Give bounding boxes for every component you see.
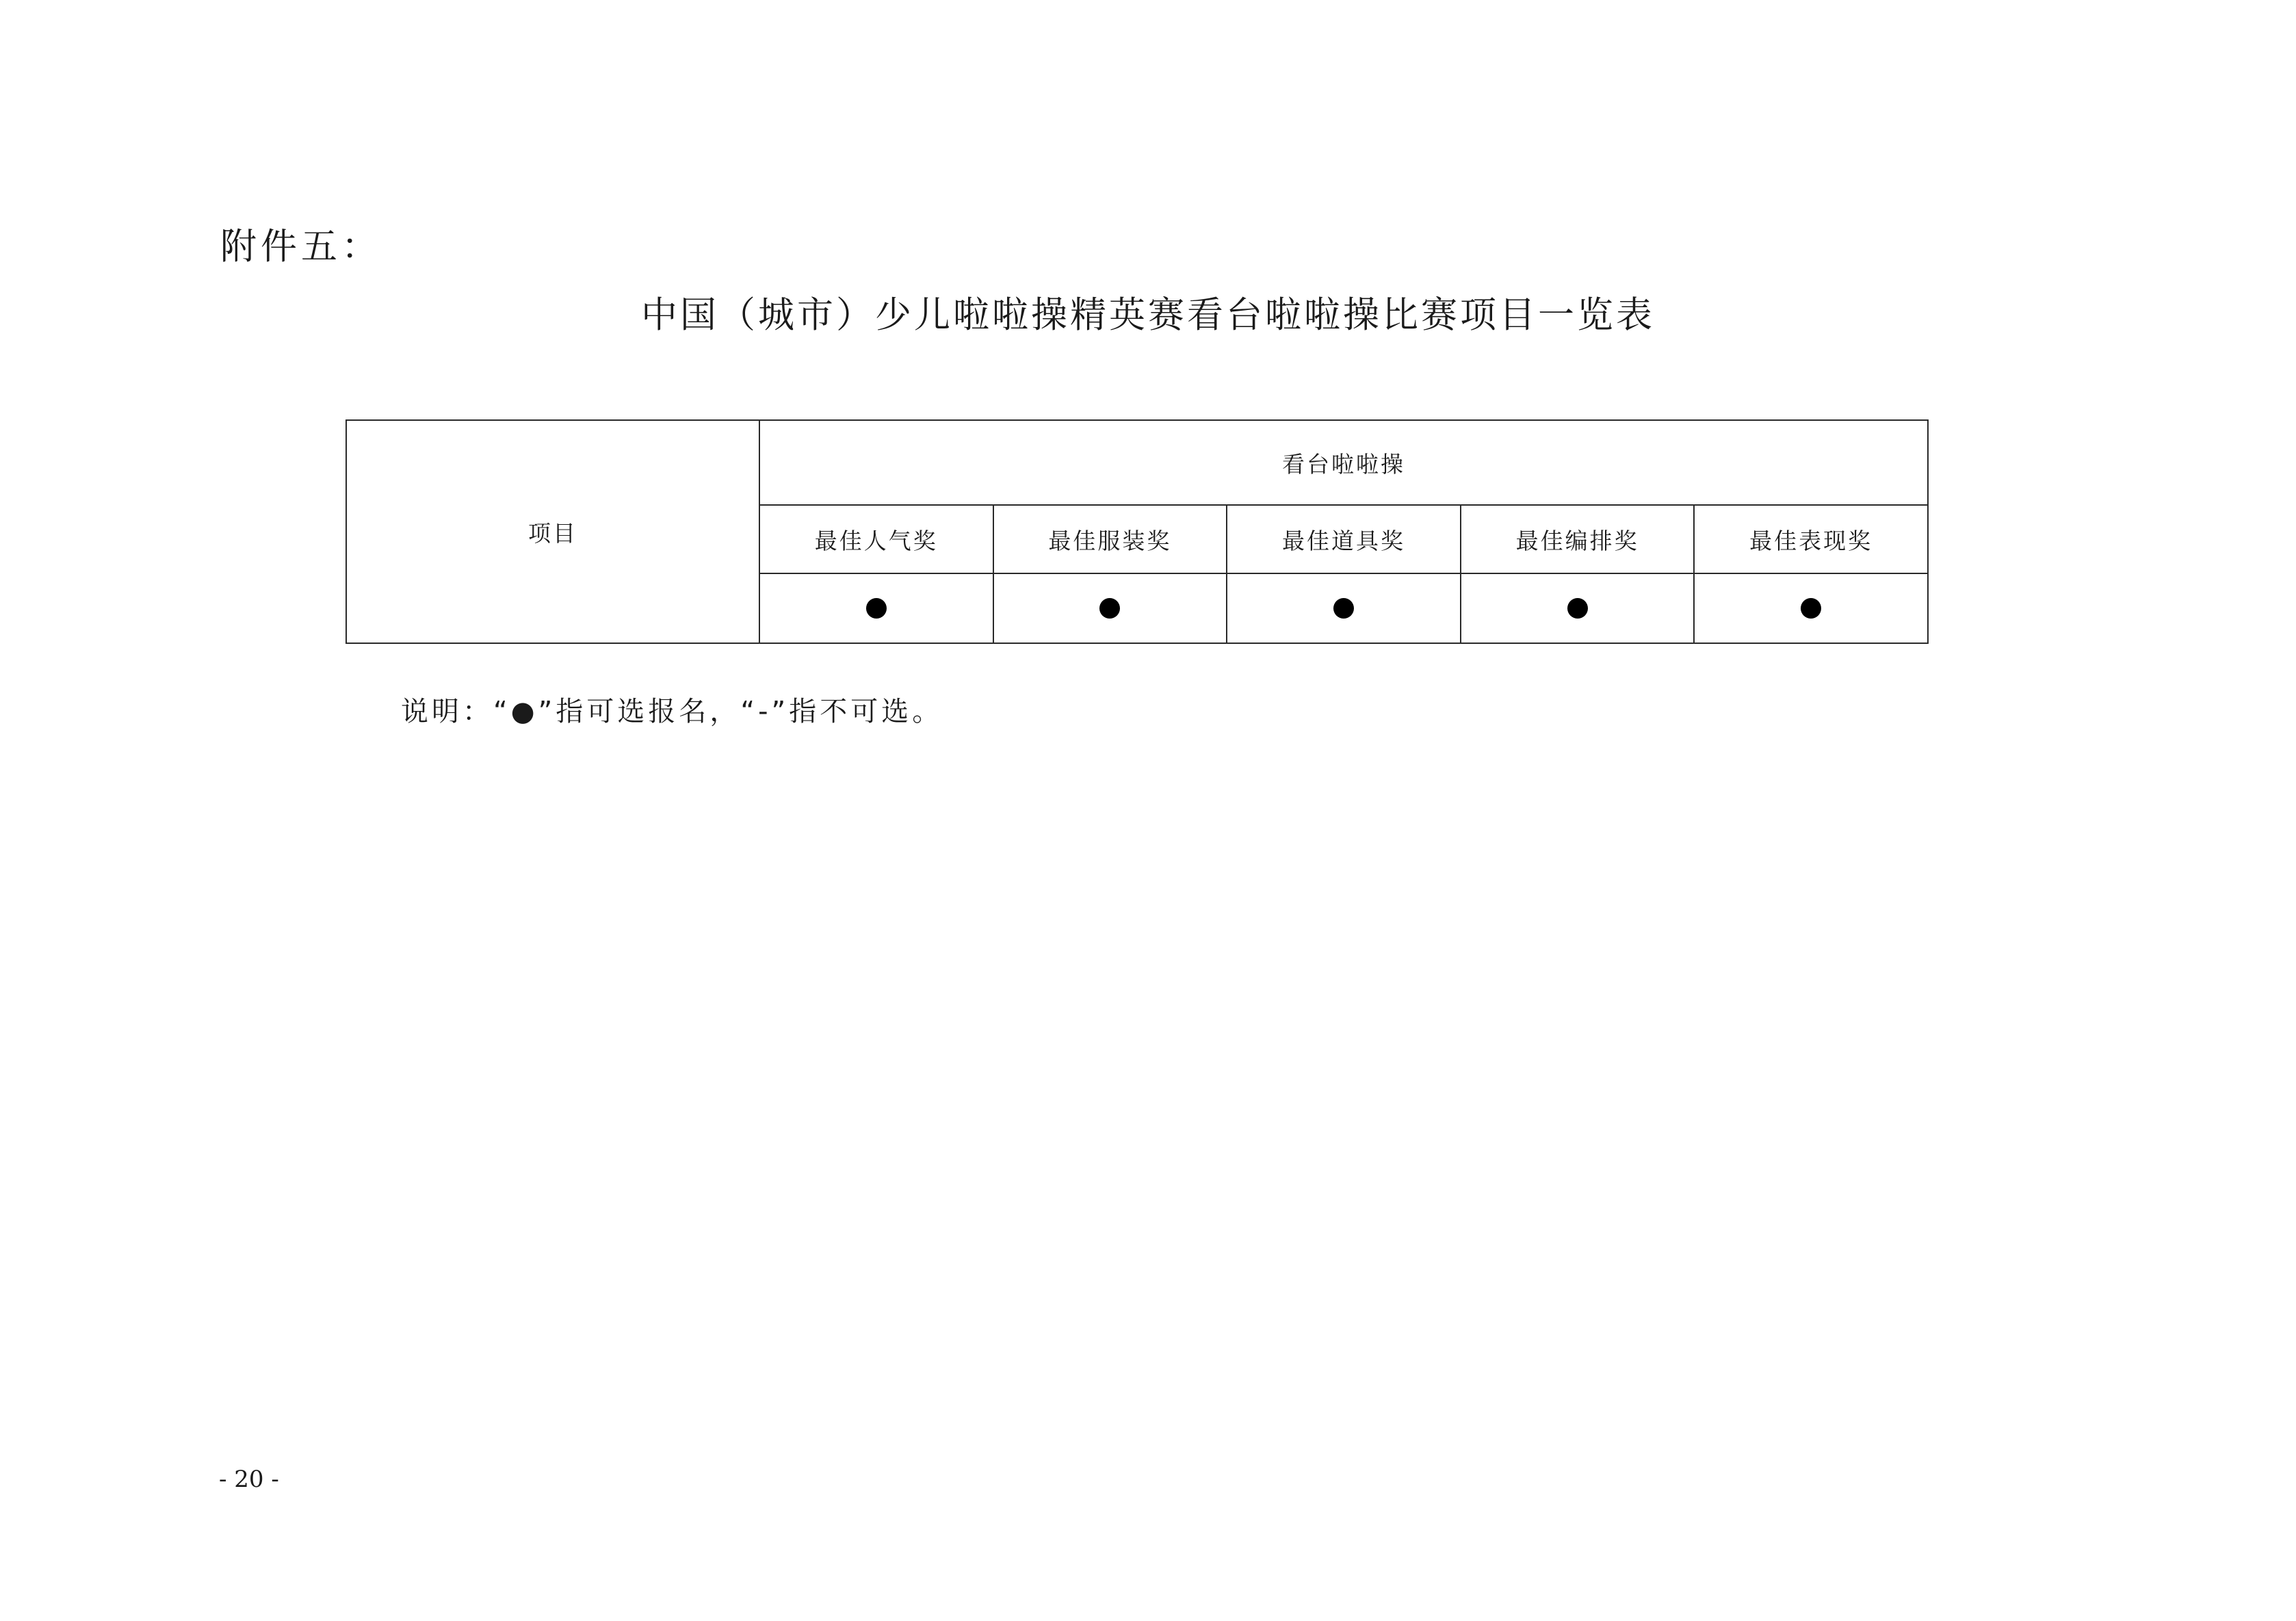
award-header-popularity: 最佳人气奖 xyxy=(760,506,994,573)
availability-row xyxy=(760,574,1927,643)
selectable-dot-icon xyxy=(1333,598,1354,619)
award-header-row xyxy=(760,506,1927,574)
selectable-dot-icon xyxy=(1099,598,1120,619)
award-header-performance: 最佳表现奖 xyxy=(1749,527,1873,554)
attachment-label: 附件五： xyxy=(220,226,382,268)
selectable-dot-icon xyxy=(1801,598,1821,619)
availability-cell-choreography xyxy=(1461,574,1695,643)
award-header-costume: 最佳服装奖 xyxy=(994,506,1228,573)
document-title: 中国（城市）少儿啦啦操精英赛看台啦啦操比赛项目一览表 xyxy=(641,294,1655,336)
selectable-dot-icon xyxy=(866,598,887,619)
availability-cell-popularity xyxy=(760,574,994,643)
availability-cell-performance xyxy=(1695,574,1927,643)
legend-note: 说明：“●”指可选报名，“-”指不可选。 xyxy=(401,696,943,727)
page-number: - 20 - xyxy=(219,1466,279,1493)
availability-cell-costume xyxy=(994,574,1228,643)
group-header-cell: 看台啦啦操 xyxy=(760,421,1927,506)
events-table xyxy=(345,419,1929,644)
project-header-cell: 项目 xyxy=(347,421,760,643)
selectable-dot-icon xyxy=(1567,598,1588,619)
award-header-props: 最佳道具奖 xyxy=(1227,506,1461,573)
availability-cell-props xyxy=(1227,574,1461,643)
award-header-choreography: 最佳编排奖 xyxy=(1461,506,1695,573)
